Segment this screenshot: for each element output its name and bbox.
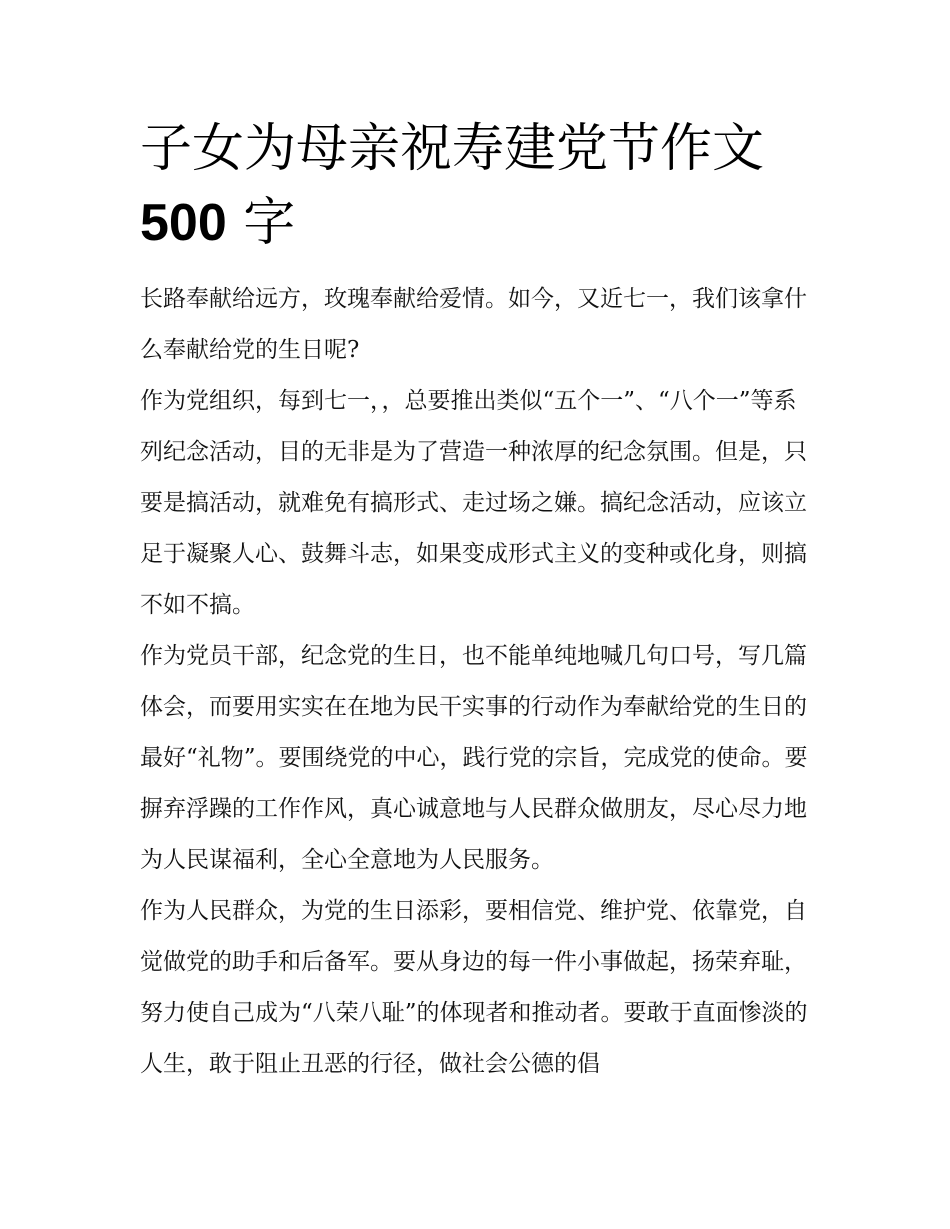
paragraph-2: 作为党组织，每到七一，，总要推出类似“五个一”、“八个一”等系列纪念活动，目的无非是为了营造一种浓厚的纪念氛围。但是，只要是搞活动，就难免有搞形式、走过场之嫌。搞纪念活动，应该立足于凝聚人心、鼓舞斗志，如果变成形式主义的变种或化身，则搞不如不搞。 [140,388,807,618]
document-body [140,274,815,1090]
title-text: 子女为母亲祝寿建党节作文 [140,119,765,179]
title-number: 500 [140,194,227,252]
paragraph-4: 作为人民群众，为党的生日添彩，要相信党、维护党、依靠党，自觉做党的助手和后备军。要从身边的每一件小事做起，扬荣弃耻，努力使自己成为“八荣八耻”的体现者和推动者。要敢于直面惨淡的人生，敢于阻止丑恶的行径，做社会公德的倡 [140,898,808,1077]
document-title [140,112,815,260]
document-content [140,112,815,1090]
paragraph-1: 长路奉献给远方，玫瑰奉献给爱情。如今，又近七一，我们该拿什么奉献给党的生日呢? [140,286,807,363]
paragraph-3: 作为党员干部，纪念党的生日，也不能单纯地喊几句口号，写几篇体会，而要用实实在在地为民干实事的行动作为奉献给党的生日的最好“礼物”。要围绕党的中心，践行党的宗旨，完成党的使命。要摒弃浮躁的工作作风，真心诚意地与人民群众做朋友，尽心尽力地为人民谋福利，全心全意地为人民服务。 [140,643,808,873]
title-suffix: 字 [243,193,296,253]
